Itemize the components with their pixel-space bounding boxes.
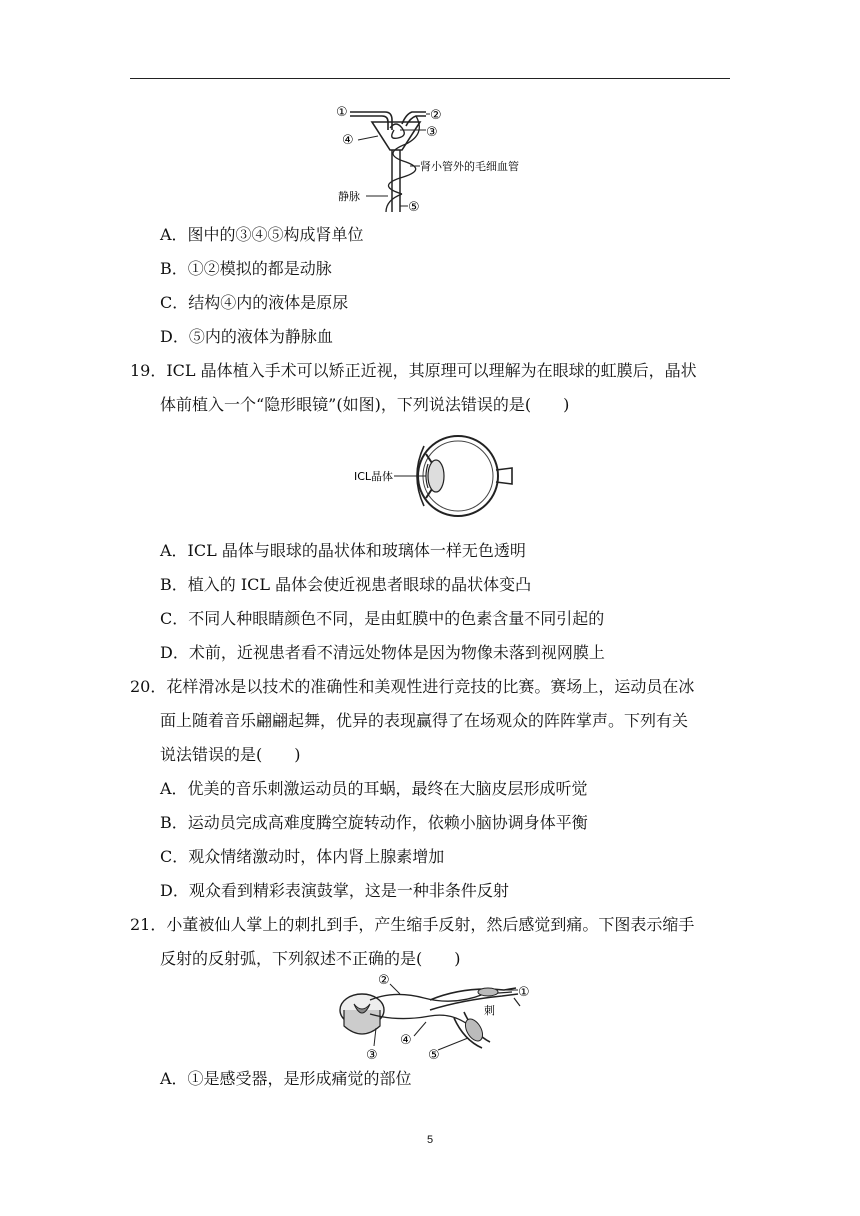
q21-option-a: A．①是感受器，是形成痛觉的部位: [160, 1069, 412, 1088]
q18-option-a: A．图中的③④⑤构成肾单位: [160, 225, 364, 244]
label-1: ①: [336, 105, 348, 120]
q20-option-c: C．观众情绪激动时，体内肾上腺素增加: [160, 847, 445, 866]
q18-option-c: C．结构④内的液体是原尿: [160, 293, 349, 312]
q20-stem-line2: 面上随着音乐翩翩起舞，优异的表现赢得了在场观众的阵阵掌声。下列有关: [160, 711, 689, 730]
kidney-model-figure: [330, 100, 530, 218]
q19-stem-line1: 19．ICL 晶体植入手术可以矫正近视，其原理可以理解为在眼球的虹膜后，晶状: [130, 361, 697, 380]
arc-label-5: ⑤: [428, 1048, 440, 1062]
q19-option-a: A．ICL 晶体与眼球的晶状体和玻璃体一样无色透明: [160, 541, 526, 560]
q19-option-d: D．术前，近视患者看不清远处物体是因为物像未落到视网膜上: [160, 643, 605, 662]
page-number: 5: [426, 1134, 434, 1146]
thorn-label: 刺: [484, 1004, 495, 1017]
header-rule: [130, 78, 730, 79]
label-2: ②: [430, 108, 442, 123]
q20-option-a: A．优美的音乐刺激运动员的耳蜗，最终在大脑皮层形成听觉: [160, 779, 588, 798]
arc-label-1: ①: [518, 985, 530, 1000]
q20-option-d: D．观众看到精彩表演鼓掌，这是一种非条件反射: [160, 881, 509, 900]
q19-option-c: C．不同人种眼睛颜色不同，是由虹膜中的色素含量不同引起的: [160, 609, 605, 628]
capillary-label: 肾小管外的毛细血管: [420, 160, 519, 173]
label-5: ⑤: [408, 200, 420, 215]
arc-label-3: ③: [366, 1048, 378, 1062]
icl-label: ICL晶体: [354, 470, 394, 483]
q18-option-d: D．⑤内的液体为静脉血: [160, 327, 333, 346]
label-4: ④: [342, 133, 354, 148]
q19-stem-line2: 体前植入一个“隐形眼镜”(如图)，下列说法错误的是( ): [160, 395, 570, 414]
label-3: ③: [426, 125, 438, 140]
reflex-arc-figure: [334, 970, 534, 1062]
q20-stem-line1: 20．花样滑冰是以技术的准确性和美观性进行竞技的比赛。赛场上，运动员在冰: [130, 677, 695, 696]
arc-label-2: ②: [378, 973, 390, 988]
vein-label: 静脉: [338, 190, 360, 203]
q21-stem-line1: 21．小董被仙人掌上的刺扎到手，产生缩手反射，然后感觉到痛。下图表示缩手: [130, 915, 695, 934]
q18-option-b: B．①②模拟的都是动脉: [160, 259, 332, 278]
arc-label-4: ④: [400, 1033, 412, 1048]
q20-option-b: B．运动员完成高难度腾空旋转动作，依赖小脑协调身体平衡: [160, 813, 588, 832]
q21-stem-line2: 反射的反射弧，下列叙述不正确的是( ): [160, 949, 461, 968]
q20-stem-line3: 说法错误的是( ): [160, 745, 301, 764]
eye-icl-figure: [354, 428, 524, 526]
q19-option-b: B．植入的 ICL 晶体会使近视患者眼球的晶状体变凸: [160, 575, 532, 594]
